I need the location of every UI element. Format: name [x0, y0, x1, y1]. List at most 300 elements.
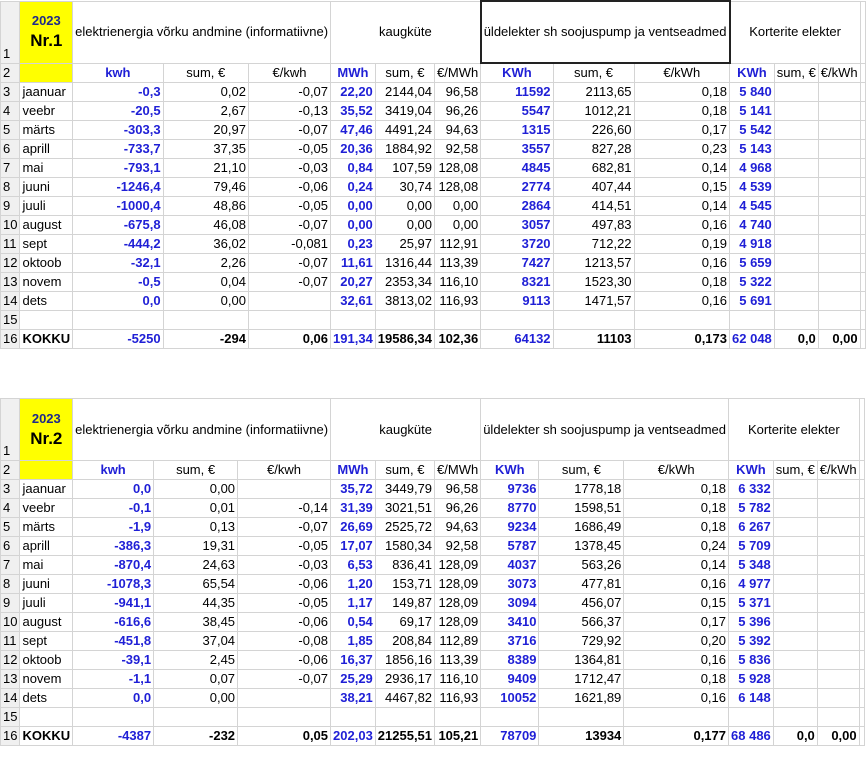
empty-cell[interactable] [860, 1, 865, 63]
data-cell[interactable]: 729,92 [539, 632, 624, 651]
row-number[interactable]: 8 [1, 575, 20, 594]
data-cell[interactable] [817, 575, 859, 594]
data-cell[interactable]: 6 332 [729, 480, 774, 499]
row-number[interactable]: 10 [1, 216, 20, 235]
data-cell[interactable]: 3410 [481, 613, 539, 632]
data-cell[interactable] [818, 292, 860, 311]
total-cell[interactable]: 0,00 [818, 330, 860, 349]
data-cell[interactable]: 0,23 [331, 235, 376, 254]
data-cell[interactable]: 0,18 [634, 83, 729, 102]
data-cell[interactable]: 2936,17 [375, 670, 434, 689]
row-number[interactable]: 5 [1, 121, 20, 140]
total-cell[interactable]: -5250 [73, 330, 163, 349]
data-cell[interactable] [773, 594, 817, 613]
month-label[interactable]: mai [20, 556, 73, 575]
data-cell[interactable]: -0,5 [73, 273, 163, 292]
data-cell[interactable]: 0,24 [624, 537, 729, 556]
empty-cell[interactable] [331, 311, 376, 330]
month-label[interactable]: juuli [20, 197, 73, 216]
empty-cell[interactable] [154, 708, 238, 727]
row-number[interactable]: 6 [1, 537, 20, 556]
row-number[interactable]: 3 [1, 83, 20, 102]
data-cell[interactable]: 37,35 [163, 140, 248, 159]
data-cell[interactable]: 226,60 [553, 121, 634, 140]
total-cell[interactable]: 0,06 [248, 330, 330, 349]
empty-cell[interactable] [859, 689, 864, 708]
data-cell[interactable]: 0,18 [624, 499, 729, 518]
data-cell[interactable]: 5 348 [729, 556, 774, 575]
empty-cell[interactable] [859, 727, 864, 746]
data-cell[interactable]: 3419,04 [375, 102, 434, 121]
total-cell[interactable]: 11103 [553, 330, 634, 349]
data-cell[interactable]: 566,37 [539, 613, 624, 632]
row-number[interactable]: 12 [1, 254, 20, 273]
data-cell[interactable]: -39,1 [73, 651, 154, 670]
data-cell[interactable]: 0,00 [331, 197, 376, 216]
row-number[interactable]: 4 [1, 102, 20, 121]
total-label[interactable]: KOKKU [20, 727, 73, 746]
empty-cell[interactable] [20, 311, 73, 330]
year-cell-continued[interactable] [20, 63, 73, 83]
data-cell[interactable]: -0,03 [248, 159, 330, 178]
empty-cell[interactable] [859, 461, 864, 480]
row-number[interactable]: 11 [1, 235, 20, 254]
data-cell[interactable]: -0,07 [248, 273, 330, 292]
empty-cell[interactable] [859, 670, 864, 689]
data-cell[interactable] [773, 613, 817, 632]
data-cell[interactable]: -303,3 [73, 121, 163, 140]
data-cell[interactable]: 0,19 [634, 235, 729, 254]
unit-header[interactable]: €/kWh [817, 461, 859, 480]
row-number[interactable]: 10 [1, 613, 20, 632]
data-cell[interactable]: 5 143 [730, 140, 775, 159]
row-number[interactable]: 9 [1, 197, 20, 216]
data-cell[interactable]: 0,14 [634, 197, 729, 216]
data-cell[interactable]: 1378,45 [539, 537, 624, 556]
total-cell[interactable]: 13934 [539, 727, 624, 746]
row-number[interactable]: 11 [1, 632, 20, 651]
data-cell[interactable]: 0,00 [375, 216, 434, 235]
unit-header[interactable]: €/kWh [624, 461, 729, 480]
empty-cell[interactable] [860, 102, 865, 121]
data-cell[interactable] [238, 480, 331, 499]
data-cell[interactable]: 116,93 [435, 292, 481, 311]
row-number[interactable]: 1 [1, 1, 20, 63]
data-cell[interactable]: 497,83 [553, 216, 634, 235]
data-cell[interactable]: 836,41 [375, 556, 434, 575]
row-number[interactable]: 15 [1, 311, 20, 330]
unit-header[interactable]: sum, € [553, 63, 634, 83]
empty-cell[interactable] [859, 399, 864, 461]
data-cell[interactable]: 5787 [481, 537, 539, 556]
header-apartment-electricity[interactable]: Korterite elekter [730, 1, 861, 63]
data-cell[interactable]: -0,07 [238, 518, 331, 537]
data-cell[interactable]: 4 539 [730, 178, 775, 197]
data-cell[interactable] [817, 670, 859, 689]
empty-cell[interactable] [860, 273, 865, 292]
data-cell[interactable]: 116,93 [435, 689, 481, 708]
data-cell[interactable]: 32,61 [331, 292, 376, 311]
data-cell[interactable]: 21,10 [163, 159, 248, 178]
data-cell[interactable]: 19,31 [154, 537, 238, 556]
empty-cell[interactable] [859, 575, 864, 594]
data-cell[interactable]: 1621,89 [539, 689, 624, 708]
data-cell[interactable]: 128,09 [435, 613, 481, 632]
data-cell[interactable]: 0,0 [73, 292, 163, 311]
data-cell[interactable]: -0,14 [238, 499, 331, 518]
data-cell[interactable] [818, 102, 860, 121]
data-cell[interactable]: 0,20 [624, 632, 729, 651]
empty-cell[interactable] [624, 708, 729, 727]
data-cell[interactable]: 3021,51 [375, 499, 434, 518]
data-cell[interactable]: 2113,65 [553, 83, 634, 102]
data-cell[interactable]: -1,9 [73, 518, 154, 537]
month-label[interactable]: novem [20, 273, 73, 292]
data-cell[interactable]: 44,35 [154, 594, 238, 613]
data-cell[interactable] [818, 273, 860, 292]
month-label[interactable]: aprill [20, 537, 73, 556]
data-cell[interactable]: 0,04 [163, 273, 248, 292]
data-cell[interactable] [773, 651, 817, 670]
data-cell[interactable]: 96,26 [435, 102, 481, 121]
data-cell[interactable] [817, 632, 859, 651]
data-cell[interactable]: 0,16 [634, 292, 729, 311]
data-cell[interactable]: 5 542 [730, 121, 775, 140]
data-cell[interactable]: 1012,21 [553, 102, 634, 121]
data-cell[interactable]: 1471,57 [553, 292, 634, 311]
unit-header[interactable]: €/kWh [818, 63, 860, 83]
data-cell[interactable]: 1686,49 [539, 518, 624, 537]
data-cell[interactable]: 3094 [481, 594, 539, 613]
month-label[interactable]: dets [20, 292, 73, 311]
data-cell[interactable]: -1246,4 [73, 178, 163, 197]
data-cell[interactable] [773, 518, 817, 537]
empty-cell[interactable] [553, 311, 634, 330]
data-cell[interactable]: 0,02 [163, 83, 248, 102]
data-cell[interactable]: 96,58 [435, 480, 481, 499]
data-cell[interactable]: 0,00 [163, 292, 248, 311]
data-cell[interactable]: 5 782 [729, 499, 774, 518]
unit-header[interactable]: €/kWh [634, 63, 729, 83]
data-cell[interactable]: 0,16 [624, 651, 729, 670]
data-cell[interactable] [773, 499, 817, 518]
data-cell[interactable]: 1580,34 [375, 537, 434, 556]
data-cell[interactable]: 0,00 [435, 197, 481, 216]
total-cell[interactable]: 19586,34 [375, 330, 434, 349]
data-cell[interactable]: -0,05 [238, 594, 331, 613]
total-cell[interactable]: 105,21 [435, 727, 481, 746]
empty-cell[interactable] [860, 83, 865, 102]
data-cell[interactable]: 0,54 [331, 613, 376, 632]
data-cell[interactable]: 96,26 [435, 499, 481, 518]
unit-header[interactable]: sum, € [154, 461, 238, 480]
data-cell[interactable]: 11592 [481, 83, 553, 102]
data-cell[interactable]: 5 691 [730, 292, 775, 311]
data-cell[interactable]: 11,61 [331, 254, 376, 273]
month-label[interactable]: dets [20, 689, 73, 708]
row-number[interactable]: 13 [1, 670, 20, 689]
row-number[interactable]: 3 [1, 480, 20, 499]
empty-cell[interactable] [481, 708, 539, 727]
data-cell[interactable]: 153,71 [375, 575, 434, 594]
data-cell[interactable]: 563,26 [539, 556, 624, 575]
empty-cell[interactable] [73, 311, 163, 330]
unit-header[interactable]: €/MWh [435, 63, 481, 83]
year-cell[interactable] [20, 399, 73, 461]
empty-cell[interactable] [248, 311, 330, 330]
empty-cell[interactable] [238, 708, 331, 727]
month-label[interactable]: veebr [20, 102, 73, 121]
data-cell[interactable]: 5 141 [730, 102, 775, 121]
total-cell[interactable]: -294 [163, 330, 248, 349]
data-cell[interactable] [817, 537, 859, 556]
data-cell[interactable]: 35,72 [331, 480, 376, 499]
data-cell[interactable]: 2774 [481, 178, 553, 197]
data-cell[interactable]: 0,00 [154, 689, 238, 708]
empty-cell[interactable] [860, 159, 865, 178]
data-cell[interactable]: 0,16 [634, 216, 729, 235]
data-cell[interactable]: 79,46 [163, 178, 248, 197]
data-cell[interactable]: 0,15 [634, 178, 729, 197]
data-cell[interactable]: 414,51 [553, 197, 634, 216]
data-cell[interactable]: 8389 [481, 651, 539, 670]
month-label[interactable]: oktoob [20, 651, 73, 670]
empty-cell[interactable] [860, 311, 865, 330]
data-cell[interactable]: -870,4 [73, 556, 154, 575]
data-cell[interactable]: -0,06 [238, 575, 331, 594]
data-cell[interactable]: 0,18 [624, 518, 729, 537]
data-cell[interactable] [818, 197, 860, 216]
empty-cell[interactable] [859, 651, 864, 670]
data-cell[interactable]: 208,84 [375, 632, 434, 651]
unit-header[interactable]: sum, € [539, 461, 624, 480]
data-cell[interactable]: 5 836 [729, 651, 774, 670]
empty-cell[interactable] [859, 480, 864, 499]
data-cell[interactable] [773, 556, 817, 575]
data-cell[interactable]: 16,37 [331, 651, 376, 670]
row-number[interactable]: 14 [1, 689, 20, 708]
header-district-heating[interactable]: kaugküte [331, 1, 481, 63]
row-number[interactable]: 4 [1, 499, 20, 518]
data-cell[interactable]: 0,18 [624, 670, 729, 689]
data-cell[interactable] [774, 197, 818, 216]
data-cell[interactable] [818, 159, 860, 178]
unit-header[interactable]: KWh [481, 461, 539, 480]
empty-cell[interactable] [730, 311, 775, 330]
total-cell[interactable]: 0,173 [634, 330, 729, 349]
empty-cell[interactable] [859, 613, 864, 632]
data-cell[interactable]: 8770 [481, 499, 539, 518]
total-cell[interactable]: 62 048 [730, 330, 775, 349]
data-cell[interactable]: 2864 [481, 197, 553, 216]
empty-cell[interactable] [860, 63, 865, 83]
data-cell[interactable]: -386,3 [73, 537, 154, 556]
empty-cell[interactable] [539, 708, 624, 727]
data-cell[interactable]: 113,39 [435, 651, 481, 670]
data-cell[interactable]: 0,18 [634, 102, 729, 121]
empty-cell[interactable] [859, 594, 864, 613]
data-cell[interactable]: 4 545 [730, 197, 775, 216]
total-cell[interactable]: 0,0 [774, 330, 818, 349]
data-cell[interactable]: -616,6 [73, 613, 154, 632]
data-cell[interactable]: 2144,04 [375, 83, 434, 102]
data-cell[interactable]: 0,16 [624, 575, 729, 594]
data-cell[interactable]: 6,53 [331, 556, 376, 575]
unit-header[interactable]: KWh [729, 461, 774, 480]
data-cell[interactable]: 682,81 [553, 159, 634, 178]
empty-cell[interactable] [375, 311, 434, 330]
data-cell[interactable]: 0,14 [624, 556, 729, 575]
empty-cell[interactable] [860, 235, 865, 254]
month-label[interactable]: august [20, 216, 73, 235]
data-cell[interactable]: 37,04 [154, 632, 238, 651]
data-cell[interactable]: 1523,30 [553, 273, 634, 292]
row-number[interactable]: 7 [1, 556, 20, 575]
total-cell[interactable]: 78709 [481, 727, 539, 746]
data-cell[interactable]: 128,09 [435, 594, 481, 613]
row-number[interactable]: 5 [1, 518, 20, 537]
data-cell[interactable]: -0,06 [238, 613, 331, 632]
data-cell[interactable]: 5 709 [729, 537, 774, 556]
data-cell[interactable]: 5 322 [730, 273, 775, 292]
data-cell[interactable]: 1,17 [331, 594, 376, 613]
data-cell[interactable]: 0,0 [73, 480, 154, 499]
data-cell[interactable] [818, 254, 860, 273]
data-cell[interactable]: 0,17 [634, 121, 729, 140]
data-cell[interactable]: 5 840 [730, 83, 775, 102]
row-number[interactable]: 8 [1, 178, 20, 197]
data-cell[interactable]: -793,1 [73, 159, 163, 178]
empty-cell[interactable] [435, 311, 481, 330]
data-cell[interactable]: 25,29 [331, 670, 376, 689]
unit-header[interactable]: MWh [331, 63, 376, 83]
row-number[interactable]: 12 [1, 651, 20, 670]
data-cell[interactable]: -941,1 [73, 594, 154, 613]
empty-cell[interactable] [774, 311, 818, 330]
data-cell[interactable]: 3073 [481, 575, 539, 594]
empty-cell[interactable] [331, 708, 376, 727]
data-cell[interactable]: 26,69 [331, 518, 376, 537]
data-cell[interactable]: 35,52 [331, 102, 376, 121]
data-cell[interactable]: -0,03 [238, 556, 331, 575]
month-label[interactable]: jaanuar [20, 83, 73, 102]
month-label[interactable]: juuni [20, 575, 73, 594]
data-cell[interactable]: 38,45 [154, 613, 238, 632]
data-cell[interactable]: 20,27 [331, 273, 376, 292]
data-cell[interactable]: 0,14 [634, 159, 729, 178]
data-cell[interactable]: -0,081 [248, 235, 330, 254]
row-number[interactable]: 6 [1, 140, 20, 159]
data-cell[interactable]: 30,74 [375, 178, 434, 197]
empty-cell[interactable] [163, 311, 248, 330]
data-cell[interactable]: 4491,24 [375, 121, 434, 140]
data-cell[interactable]: 0,00 [154, 480, 238, 499]
month-label[interactable]: oktoob [20, 254, 73, 273]
unit-header[interactable]: KWh [730, 63, 775, 83]
total-cell[interactable]: 191,34 [331, 330, 376, 349]
data-cell[interactable]: 128,09 [435, 575, 481, 594]
data-cell[interactable]: 0,18 [624, 480, 729, 499]
empty-cell[interactable] [859, 556, 864, 575]
data-cell[interactable]: 1884,92 [375, 140, 434, 159]
data-cell[interactable]: 112,91 [435, 235, 481, 254]
data-cell[interactable]: 46,08 [163, 216, 248, 235]
empty-cell[interactable] [859, 708, 864, 727]
data-cell[interactable]: -0,07 [238, 670, 331, 689]
data-cell[interactable]: 1213,57 [553, 254, 634, 273]
data-cell[interactable] [774, 292, 818, 311]
data-cell[interactable]: 4 968 [730, 159, 775, 178]
total-cell[interactable]: -4387 [73, 727, 154, 746]
data-cell[interactable]: 1316,44 [375, 254, 434, 273]
empty-cell[interactable] [860, 140, 865, 159]
empty-cell[interactable] [859, 632, 864, 651]
data-cell[interactable] [817, 594, 859, 613]
data-cell[interactable]: 3057 [481, 216, 553, 235]
data-cell[interactable]: -733,7 [73, 140, 163, 159]
data-cell[interactable] [773, 480, 817, 499]
data-cell[interactable]: 827,28 [553, 140, 634, 159]
empty-cell[interactable] [73, 708, 154, 727]
data-cell[interactable]: 20,97 [163, 121, 248, 140]
data-cell[interactable]: 1712,47 [539, 670, 624, 689]
data-cell[interactable] [818, 83, 860, 102]
data-cell[interactable]: 92,58 [435, 537, 481, 556]
empty-cell[interactable] [817, 708, 859, 727]
data-cell[interactable] [774, 83, 818, 102]
month-label[interactable]: juuli [20, 594, 73, 613]
data-cell[interactable]: 0,01 [154, 499, 238, 518]
data-cell[interactable]: 116,10 [435, 273, 481, 292]
month-label[interactable]: sept [20, 632, 73, 651]
empty-cell[interactable] [860, 292, 865, 311]
month-label[interactable]: august [20, 613, 73, 632]
data-cell[interactable]: 36,02 [163, 235, 248, 254]
total-cell[interactable]: 202,03 [331, 727, 376, 746]
data-cell[interactable]: 94,63 [435, 518, 481, 537]
empty-cell[interactable] [435, 708, 481, 727]
data-cell[interactable]: 0,15 [624, 594, 729, 613]
data-cell[interactable] [817, 651, 859, 670]
data-cell[interactable]: 10052 [481, 689, 539, 708]
data-cell[interactable] [774, 102, 818, 121]
total-cell[interactable]: 0,05 [238, 727, 331, 746]
data-cell[interactable] [238, 689, 331, 708]
data-cell[interactable]: 0,17 [624, 613, 729, 632]
data-cell[interactable]: 112,89 [435, 632, 481, 651]
total-cell[interactable]: 21255,51 [375, 727, 434, 746]
data-cell[interactable]: 8321 [481, 273, 553, 292]
data-cell[interactable]: -451,8 [73, 632, 154, 651]
data-cell[interactable]: 1315 [481, 121, 553, 140]
data-cell[interactable]: 407,44 [553, 178, 634, 197]
header-common-electricity[interactable]: üldelekter sh soojuspump ja ventseadmed [481, 399, 729, 461]
month-label[interactable]: veebr [20, 499, 73, 518]
data-cell[interactable] [817, 556, 859, 575]
month-label[interactable]: sept [20, 235, 73, 254]
data-cell[interactable]: 6 148 [729, 689, 774, 708]
data-cell[interactable]: 5 396 [729, 613, 774, 632]
data-cell[interactable]: 2353,34 [375, 273, 434, 292]
data-cell[interactable]: 1364,81 [539, 651, 624, 670]
data-cell[interactable]: 0,13 [154, 518, 238, 537]
data-cell[interactable]: 0,23 [634, 140, 729, 159]
data-cell[interactable]: 0,0 [73, 689, 154, 708]
data-cell[interactable]: 0,07 [154, 670, 238, 689]
total-cell[interactable]: 102,36 [435, 330, 481, 349]
data-cell[interactable]: -0,05 [238, 537, 331, 556]
data-cell[interactable]: 25,97 [375, 235, 434, 254]
